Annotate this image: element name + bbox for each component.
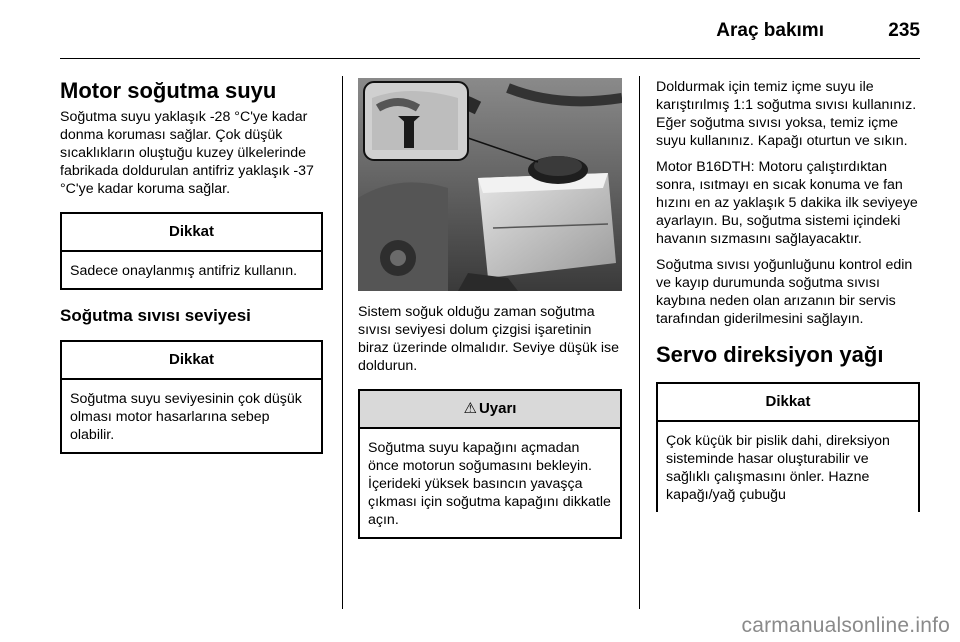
page-header <box>60 0 920 58</box>
section-heading-power-steering: Servo direksiyon yağı <box>656 342 884 367</box>
running-title: Araç bakımı <box>716 20 824 41</box>
header-rule <box>60 58 920 59</box>
warning-title-bar <box>360 391 620 429</box>
notice-box-coolant-level <box>60 340 323 454</box>
notice-title: Dikkat <box>658 384 918 422</box>
engine-b16dth-note: Motor B16DTH: Motoru çalıştırdıktan sonra, ısıtmayı en sıcak konuma ve fan hızını en az yaklaşık 5 dakika ilk seviyeye ayarlayın. Bu, soğutma sistemi içindeki havanın sızmasını sağlayacaktır. <box>656 159 918 247</box>
coolant-concentration-note: Soğutma sıvısı yoğunluğunu kontrol edin ve kayıp durumunda soğutma sıvısı kaybına neden olan arızanın bir servis tarafından giderilmesini sağlayın. <box>656 257 913 327</box>
section-heading-coolant: Motor soğutma suyu <box>60 78 277 103</box>
notice-title: Dikkat <box>62 214 321 252</box>
notice-box-power-steering <box>656 382 920 512</box>
notice-title: Dikkat <box>62 342 321 380</box>
column-left <box>60 78 323 454</box>
notice-box-antifreeze <box>60 212 323 290</box>
watermark: carmanualsonline.info <box>741 614 950 637</box>
warning-title: Uyarı <box>478 400 517 417</box>
engine-coolant-reservoir-photo <box>358 78 622 291</box>
page-number: 235 <box>888 20 920 41</box>
column-middle <box>358 78 622 539</box>
notice-body: Sadece onaylanmış antifriz kullanın. <box>70 263 298 279</box>
coolant-level-caption: Sistem soğuk olduğu zaman soğutma sıvısı seviyesi dolum çizgisi işaretinin biraz üzerinde olmalıdır. Seviye düşük ise doldurun. <box>358 304 620 374</box>
refill-instructions: Doldurmak için temiz içme suyu ile karıştırılmış 1:1 soğutma sıvısı kullanınız. Eğer soğutma sıvısı yoksa, temiz içme suyu kullanınız. Kapağı oturtun ve sıkın. <box>656 79 917 149</box>
coolant-intro: Soğutma suyu yaklaşık -28 °C'ye kadar donma koruması sağlar. Çok düşük sıcaklıkların oluştuğu kuzey ülkelerinde fabrikada doldurulan antifriz yaklaşık -37 °C'ye kadar koruma sağlar. <box>60 109 314 197</box>
column-divider-left <box>342 76 343 609</box>
column-right <box>656 78 920 512</box>
column-divider-right <box>639 76 640 609</box>
warning-body: Soğutma suyu kapağını açmadan önce motorun soğumasını bekleyin. İçerideki yüksek basıncın yavaşça çıkması için soğutma kapağını dikkatle açın. <box>368 440 611 528</box>
notice-body: Soğutma suyu seviyesinin çok düşük olması motor hasarlarına sebep olabilir. <box>70 391 302 443</box>
subheading-coolant-level: Soğutma sıvısı seviyesi <box>60 306 251 325</box>
warning-triangle-icon: ⚠ <box>463 400 477 417</box>
notice-body: Çok küçük bir pislik dahi, direksiyon sisteminde hasar oluşturabilir ve sağlıklı çalışmasını önler. Hazne kapağı/yağ çubuğu <box>666 433 890 503</box>
warning-box-hot-coolant <box>358 389 622 539</box>
